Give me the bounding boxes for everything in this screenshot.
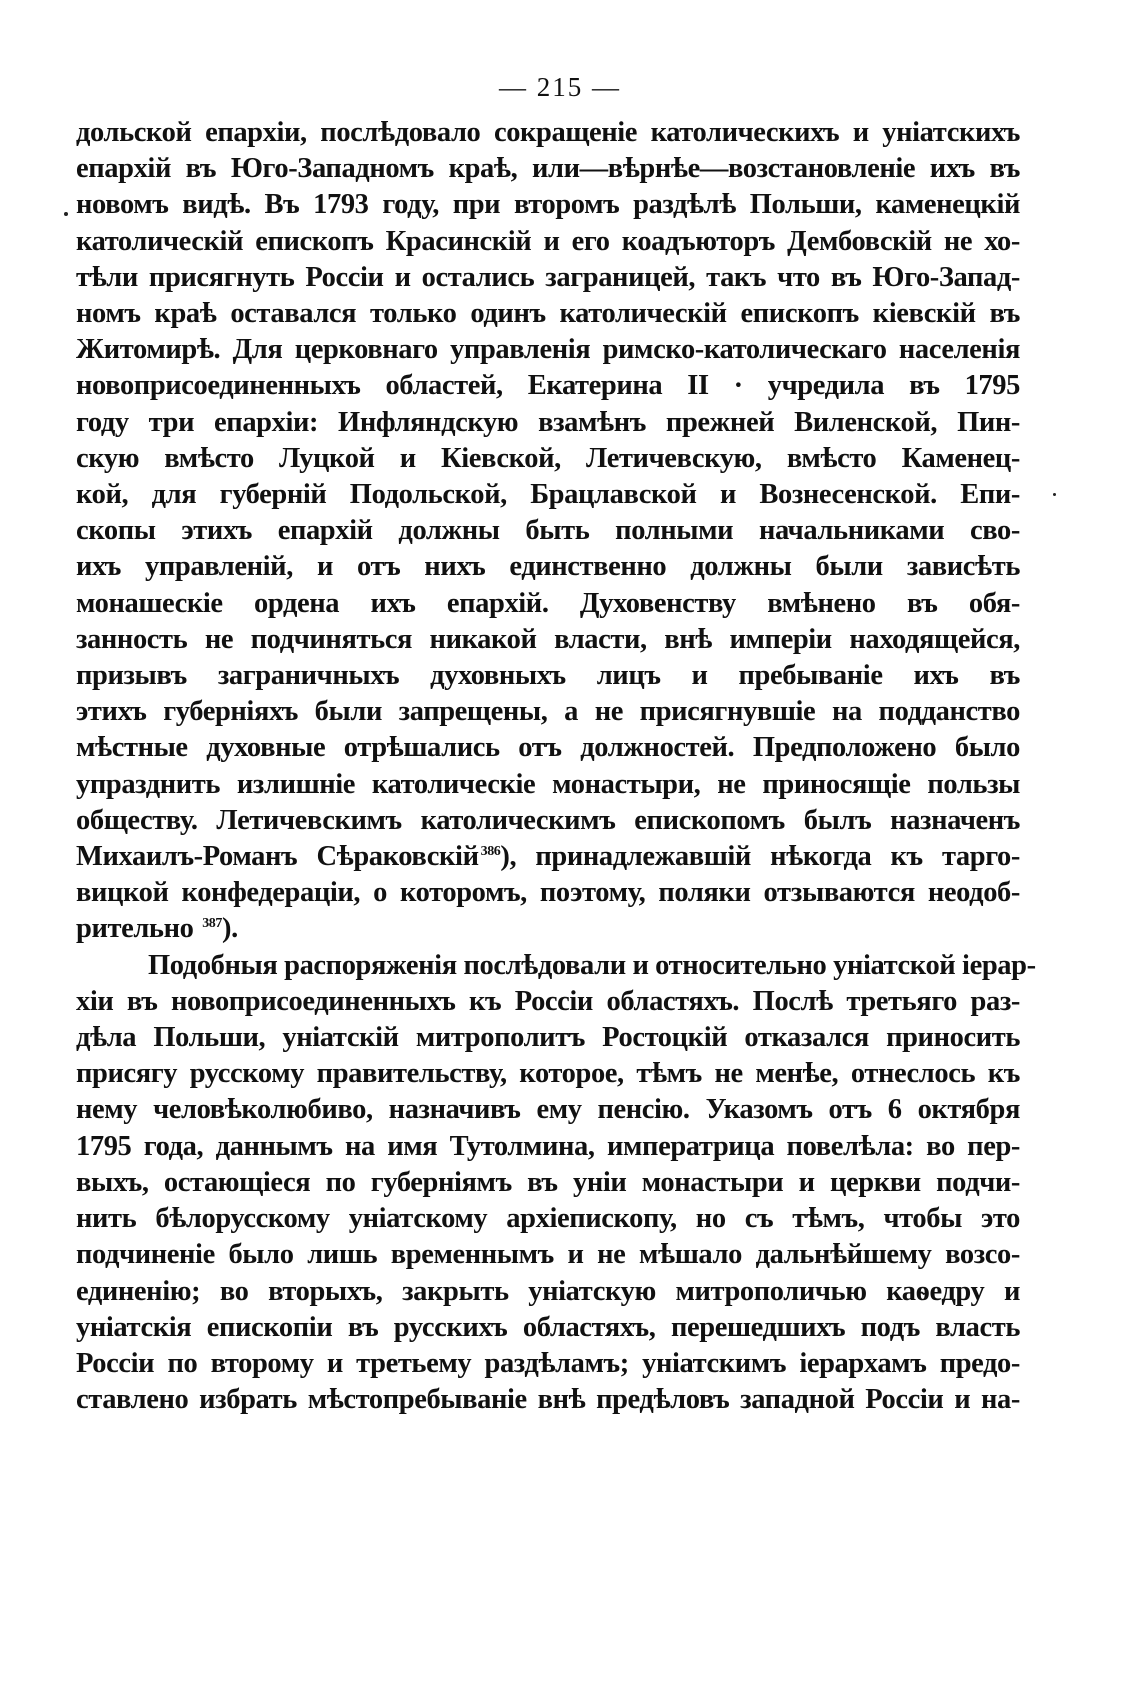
text-line: году три епархіи: Инфляндскую взамѣнъ прежней Виленской, Пин-: [76, 406, 1020, 438]
text-line: дольской епархіи, послѣдовало сокращеніе католическихъ и уніатскихъ: [76, 117, 1020, 148]
text-line: скопы этихъ епархій должны быть полными начальниками сво-: [76, 515, 1020, 547]
text-fragment: рительно: [76, 913, 194, 945]
text-line: ставлено избрать мѣстопребываніе внѣ предѣловъ западной Россіи и на-: [76, 1384, 1020, 1416]
text-line: новомъ видѣ. Въ 1793 году, при второмъ раздѣлѣ Польши, каменецкій: [76, 189, 1020, 221]
text-line: новоприсоединенныхъ областей, Екатерина II · учредила въ 1795: [76, 370, 1020, 402]
speck-mark: [64, 212, 68, 216]
text-line: хіи въ новоприсоединенныхъ къ Россіи областяхъ. Послѣ третьяго раз-: [76, 985, 1020, 1017]
text-line: католическій епископъ Красинскій и его коадъюторъ Дембовскій не хо-: [76, 225, 1020, 257]
book-page: [76, 72, 1036, 1418]
page-number: — 215 —: [499, 72, 621, 102]
paragraph-1: [76, 115, 1020, 948]
text-line: Россіи по второму и третьему раздѣламъ; уніатскимъ іерархамъ предо-: [76, 1347, 1020, 1379]
text-line: занность не подчиняться никакой власти, внѣ имперіи находящейся,: [76, 623, 1020, 655]
text-line: скую вмѣсто Луцкой и Кіевской, Летичевскую, вмѣсто Каменец-: [76, 442, 1020, 474]
text-fragment: ).: [222, 913, 238, 945]
text-line: кой, для губерній Подольской, Брацлавской и Вознесенской. Епи-: [76, 479, 1020, 511]
text-line: 1795 года, даннымъ на имя Тутолмина, императрица повелѣла: во пер-: [76, 1130, 1020, 1162]
text-line: тѣли присягнуть Россіи и остались заграницей, такъ что въ Юго-Запад-: [76, 261, 1020, 293]
text-line: подчиненіе было лишь временнымъ и не мѣшало дальнѣйшему возсо-: [76, 1239, 1020, 1271]
text-line: Житомирѣ. Для церковнаго управленія римско-католическаго населенія: [76, 334, 1020, 366]
paragraph-2: [76, 948, 1036, 1419]
text-line: вицкой конфедераціи, о которомъ, поэтому, поляки отзываются неодоб-: [76, 877, 1020, 909]
text-line: монашескіе ордена ихъ епархій. Духовенству вмѣнено въ обя-: [76, 587, 1020, 619]
text-line-with-footnote: [76, 911, 1020, 947]
text-line: уніатскія епископіи въ русскихъ областяхъ, перешедшихъ подъ власть: [76, 1311, 1020, 1343]
text-line: мѣстные духовные отрѣшались отъ должностей. Предположено было: [76, 732, 1020, 764]
text-fragment: Михаилъ-Романъ Сѣраковскій: [76, 841, 479, 873]
text-line: номъ краѣ оставался только одинъ католическій епископъ кіевскій въ: [76, 298, 1020, 330]
text-line: единенію; во вторыхъ, закрыть уніатскую митрополичью каѳедру и: [76, 1275, 1020, 1307]
text-line: обществу. Летичевскимъ католическимъ епископомъ былъ назначенъ: [76, 804, 1020, 836]
footnote-ref-387[interactable]: 387: [202, 915, 222, 931]
text-line: упразднить излишніе католическіе монастыри, не приносящіе пользы: [76, 768, 1020, 800]
text-line: призывъ заграничныхъ духовныхъ лицъ и пребываніе ихъ въ: [76, 660, 1020, 692]
speck-mark: [1053, 493, 1056, 496]
text-line: дѣла Польши, уніатскій митрополитъ Ростоцкій отказался приносить: [76, 1022, 1020, 1054]
text-line: этихъ губерніяхъ были запрещены, а не присягнувшіе на подданство: [76, 696, 1020, 728]
text-line: выхъ, остающіеся по губерніямъ въ уніи монастыри и церкви подчи-: [76, 1166, 1020, 1198]
text-line: нить бѣлорусскому уніатскому архіепископу, но съ тѣмъ, чтобы это: [76, 1203, 1020, 1235]
footnote-ref-386[interactable]: 386: [480, 843, 501, 859]
text-line: ихъ управленій, и отъ нихъ единственно должны были зависѣть: [76, 551, 1020, 583]
text-line-with-footnote: [76, 839, 1020, 875]
text-line: епархій въ Юго-Западномъ краѣ, или—вѣрнѣе—возстановленіе ихъ въ: [76, 153, 1020, 185]
text-line: Подобныя распоряженія послѣдовали и относительно уніатской іерар-: [148, 949, 1036, 981]
text-line: присягу русскому правительству, которое, тѣмъ не менѣе, отнеслось къ: [76, 1058, 1020, 1090]
text-line: нему человѣколюбиво, назначивъ ему пенсію. Указомъ отъ 6 октября: [76, 1094, 1020, 1126]
text-fragment: ), принадлежавшій нѣкогда къ тарго-: [500, 841, 1020, 873]
